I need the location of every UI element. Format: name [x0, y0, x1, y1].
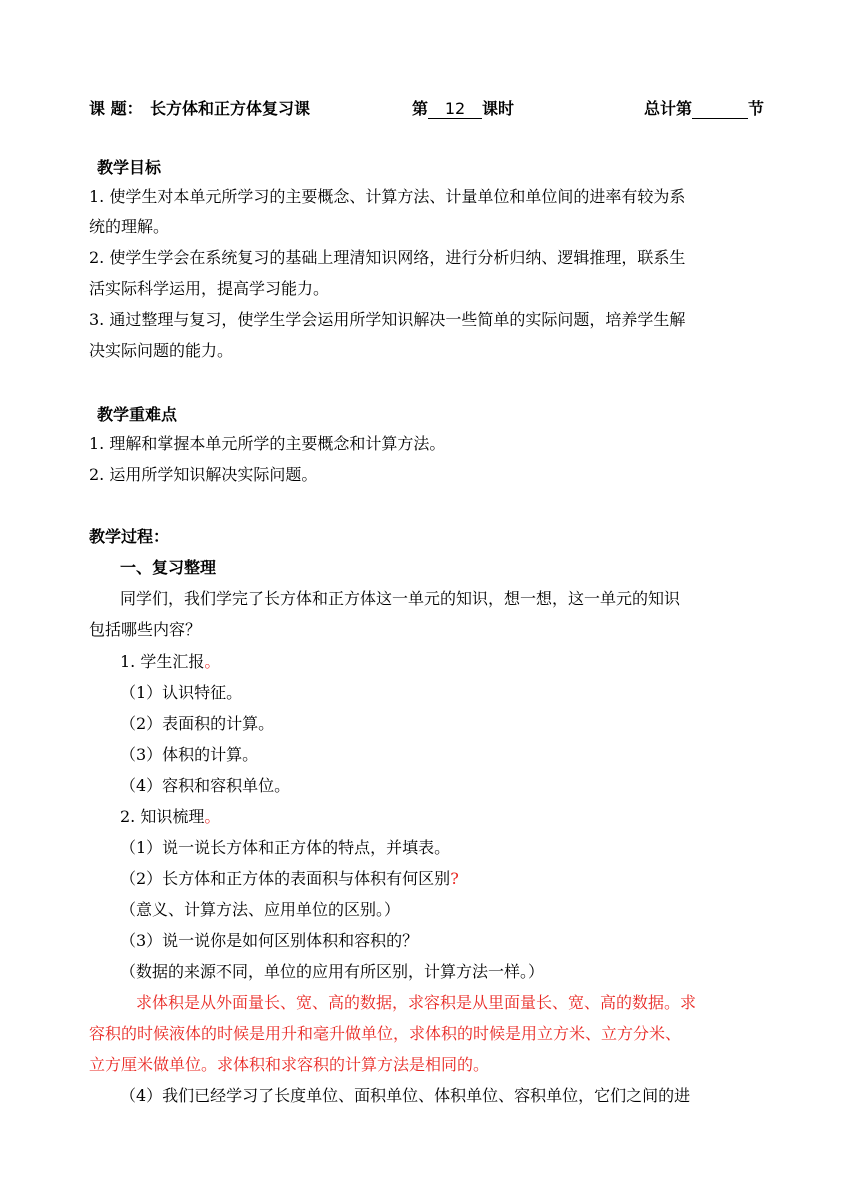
- total-suffix: 节: [748, 99, 765, 118]
- lesson-prefix: 第: [412, 99, 429, 118]
- answer-3: （数据的来源不同，单位的应用有所区别，计算方法一样。）: [120, 962, 545, 981]
- total-count-field: [644, 96, 764, 119]
- goals-heading: 教学目标: [97, 158, 162, 177]
- difficulty-line-2: 2. 运用所学知识解决实际问题。: [89, 465, 318, 484]
- goal-line-3: 2. 使学生学会在系统复习的基础上理清知识网络，进行分析归纳、逻辑推理，联系生: [89, 248, 686, 267]
- report-item-4: （4）容积和容积单位。: [120, 776, 291, 795]
- lesson-header: [89, 96, 773, 118]
- emphasis-line-1: 求体积是从外面量长、宽、高的数据，求容积是从里面量长、宽、高的数据。求: [136, 993, 697, 1012]
- question-2-mark: ?: [450, 869, 459, 888]
- item-knowledge-review-mark: 。: [204, 807, 221, 826]
- goal-line-6: 决实际问题的能力。: [89, 341, 234, 360]
- total-blank: [692, 101, 748, 119]
- item-student-report-text: 1. 学生汇报: [120, 652, 205, 671]
- lesson-number-field: [412, 96, 514, 119]
- difficulty-line-1: 1. 理解和掌握本单元所学的主要概念和计算方法。: [89, 434, 446, 453]
- question-2: [120, 869, 459, 889]
- lesson-number: 12: [428, 99, 482, 119]
- topic-label: 课 题：: [89, 99, 143, 118]
- goal-line-2: 统的理解。: [89, 217, 170, 236]
- intro-line-1: 同学们，我们学完了长方体和正方体这一单元的知识，想一想，这一单元的知识: [120, 589, 681, 608]
- question-3: （3）说一说你是如何区别体积和容积的？: [120, 931, 419, 950]
- question-1: （1）说一说长方体和正方体的特点，并填表。: [120, 838, 451, 857]
- emphasis-line-2: 容积的时候液体的时候是用升和毫升做单位，求体积的时候是用立方米、立方分米、: [89, 1024, 682, 1043]
- intro-line-2: 包括哪些内容？: [89, 620, 202, 639]
- process-heading: 教学过程：: [89, 527, 170, 546]
- answer-2: （意义、计算方法、应用单位的区别。）: [120, 900, 401, 919]
- goal-line-5: 3. 通过整理与复习，使学生学会运用所学知识解决一些简单的实际问题，培养学生解: [89, 310, 686, 329]
- goal-line-4: 活实际科学运用，提高学习能力。: [89, 279, 330, 298]
- report-item-1: （1）认识特征。: [120, 683, 243, 702]
- topic-title: 长方体和正方体复习课: [150, 99, 311, 118]
- section-review-heading: 一、复习整理: [120, 558, 217, 577]
- report-item-2: （2）表面积的计算。: [120, 714, 275, 733]
- lesson-suffix: 课时: [482, 99, 515, 118]
- question-4: （4）我们已经学习了长度单位、面积单位、体积单位、容积单位，它们之间的进: [120, 1086, 691, 1105]
- total-prefix: 总计第: [644, 99, 693, 118]
- goal-line-1: 1. 使学生对本单元所学习的主要概念、计算方法、计量单位和单位间的进率有较为系: [89, 187, 686, 206]
- emphasis-line-3: 立方厘米做单位。求体积和求容积的计算方法是相同的。: [89, 1055, 490, 1074]
- item-student-report: [120, 652, 220, 672]
- item-student-report-mark: 。: [204, 652, 221, 671]
- item-knowledge-review: [120, 807, 220, 827]
- item-knowledge-review-text: 2. 知识梳理: [120, 807, 205, 826]
- question-2-text: （2）长方体和正方体的表面积与体积有何区别: [120, 869, 451, 888]
- difficulties-heading: 教学重难点: [97, 405, 178, 424]
- report-item-3: （3）体积的计算。: [120, 745, 259, 764]
